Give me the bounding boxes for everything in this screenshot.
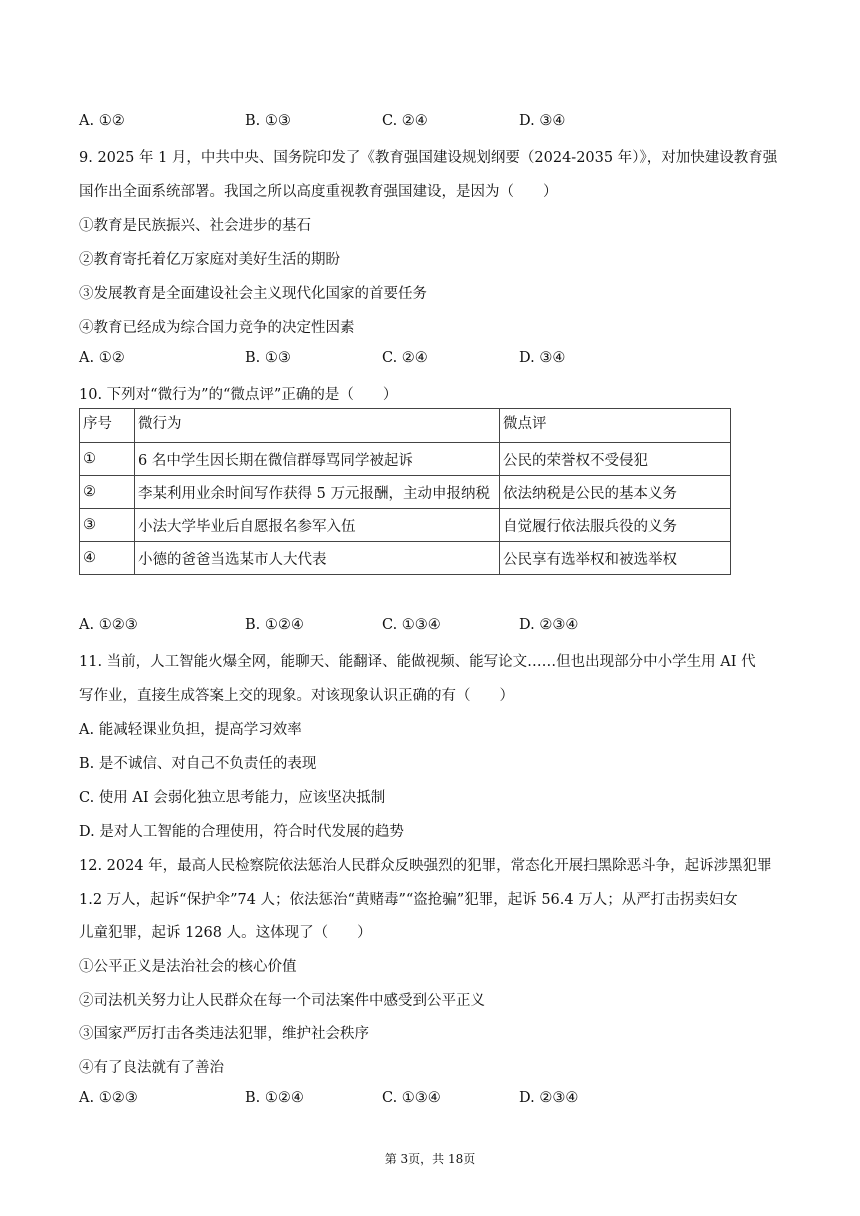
table-cell: ② xyxy=(80,476,135,509)
table-header-cell: 序号 xyxy=(80,409,135,443)
table-cell: ① xyxy=(80,443,135,476)
q12-option-c: C. ①③④ xyxy=(382,1090,441,1106)
q12-stem-line3: 儿童犯罪，起诉 1268 人。这体现了（ ） xyxy=(79,925,372,941)
q10-options xyxy=(79,617,779,637)
table-cell: 小法大学毕业后自愿报名参军入伍 xyxy=(135,509,500,542)
table-cell: 自觉履行依法服兵役的义务 xyxy=(500,509,731,542)
page-footer: 第 3页，共 18页 xyxy=(384,1152,476,1166)
q10-table xyxy=(79,408,731,575)
q9-option-a: A. ①② xyxy=(79,350,125,366)
q9-item-3: ③发展教育是全面建设社会主义现代化国家的首要任务 xyxy=(79,286,427,302)
table-row xyxy=(80,443,731,476)
q12-item-2: ②司法机关努力让人民群众在每一个司法案件中感受到公平正义 xyxy=(79,993,485,1009)
table-header-cell: 微点评 xyxy=(500,409,731,443)
table-header-row xyxy=(80,409,731,443)
q10-stem: 10. 下列对“微行为”的“微点评”正确的是（ ） xyxy=(79,387,398,403)
q10-option-a: A. ①②③ xyxy=(79,617,138,633)
table-cell: 依法纳税是公民的基本义务 xyxy=(500,476,731,509)
table-row xyxy=(80,542,731,575)
q12-option-b: B. ①②④ xyxy=(245,1090,304,1106)
q8-option-b: B. ①③ xyxy=(245,113,291,129)
q9-option-b: B. ①③ xyxy=(245,350,291,366)
table-cell: ③ xyxy=(80,509,135,542)
table-cell: 小德的爸爸当选某市人大代表 xyxy=(135,542,500,575)
q12-option-d: D. ②③④ xyxy=(519,1090,579,1106)
q10-option-d: D. ②③④ xyxy=(519,617,579,633)
table-cell: ④ xyxy=(80,542,135,575)
table-cell: 公民的荣誉权不受侵犯 xyxy=(500,443,731,476)
table-row xyxy=(80,509,731,542)
q8-option-d: D. ③④ xyxy=(519,113,566,129)
q12-stem-line1: 12. 2024 年，最高人民检察院依法惩治人民群众反映强烈的犯罪，常态化开展扫黑除恶斗争，起诉涉黑犯罪 xyxy=(79,858,772,874)
q8-option-c: C. ②④ xyxy=(382,113,428,129)
q12-stem-line2: 1.2 万人，起诉“保护伞”74 人；依法惩治“黄赌毒”“盗抢骗”犯罪，起诉 56.4 万人；从严打击拐卖妇女 xyxy=(79,892,738,908)
q11-choice-c: C. 使用 AI 会弱化独立思考能力，应该坚决抵制 xyxy=(79,790,386,806)
q9-options xyxy=(79,350,779,370)
q9-item-4: ④教育已经成为综合国力竞争的决定性因素 xyxy=(79,320,355,336)
q10-option-c: C. ①③④ xyxy=(382,617,441,633)
q11-choice-a: A. 能减轻课业负担，提高学习效率 xyxy=(79,722,302,738)
q10-option-b: B. ①②④ xyxy=(245,617,304,633)
q12-item-3: ③国家严厉打击各类违法犯罪，维护社会秩序 xyxy=(79,1026,369,1042)
q9-stem-line2: 国作出全面系统部署。我国之所以高度重视教育强国建设，是因为（ ） xyxy=(79,184,558,200)
q9-option-c: C. ②④ xyxy=(382,350,428,366)
table-cell: 6 名中学生因长期在微信群辱骂同学被起诉 xyxy=(135,443,500,476)
q12-item-1: ①公平正义是法治社会的核心价值 xyxy=(79,959,297,975)
table-cell: 李某利用业余时间写作获得 5 万元报酬，主动申报纳税 xyxy=(135,476,500,509)
q9-item-1: ①教育是民族振兴、社会进步的基石 xyxy=(79,218,311,234)
table-cell: 公民享有选举权和被选举权 xyxy=(500,542,731,575)
table-row xyxy=(80,476,731,509)
q12-item-4: ④有了良法就有了善治 xyxy=(79,1060,224,1076)
q11-stem-line2: 写作业，直接生成答案上交的现象。对该现象认识正确的有（ ） xyxy=(79,688,514,704)
q9-item-2: ②教育寄托着亿万家庭对美好生活的期盼 xyxy=(79,252,340,268)
q9-stem-line1: 9. 2025 年 1 月，中共中央、国务院印发了《教育强国建设规划纲要（2024-2035 年）》，对加快建设教育强 xyxy=(79,150,778,166)
table-header-cell: 微行为 xyxy=(135,409,500,443)
q8-option-a: A. ①② xyxy=(79,113,125,129)
q12-option-a: A. ①②③ xyxy=(79,1090,138,1106)
q11-choice-d: D. 是对人工智能的合理使用，符合时代发展的趋势 xyxy=(79,824,404,840)
q11-stem-line1: 11. 当前，人工智能火爆全网，能聊天、能翻译、能做视频、能写论文……但也出现部分中小学生用 AI 代 xyxy=(79,654,756,670)
q12-options xyxy=(79,1090,779,1110)
q8-options xyxy=(79,113,779,133)
q11-choice-b: B. 是不诚信、对自己不负责任的表现 xyxy=(79,756,317,772)
q9-option-d: D. ③④ xyxy=(519,350,566,366)
